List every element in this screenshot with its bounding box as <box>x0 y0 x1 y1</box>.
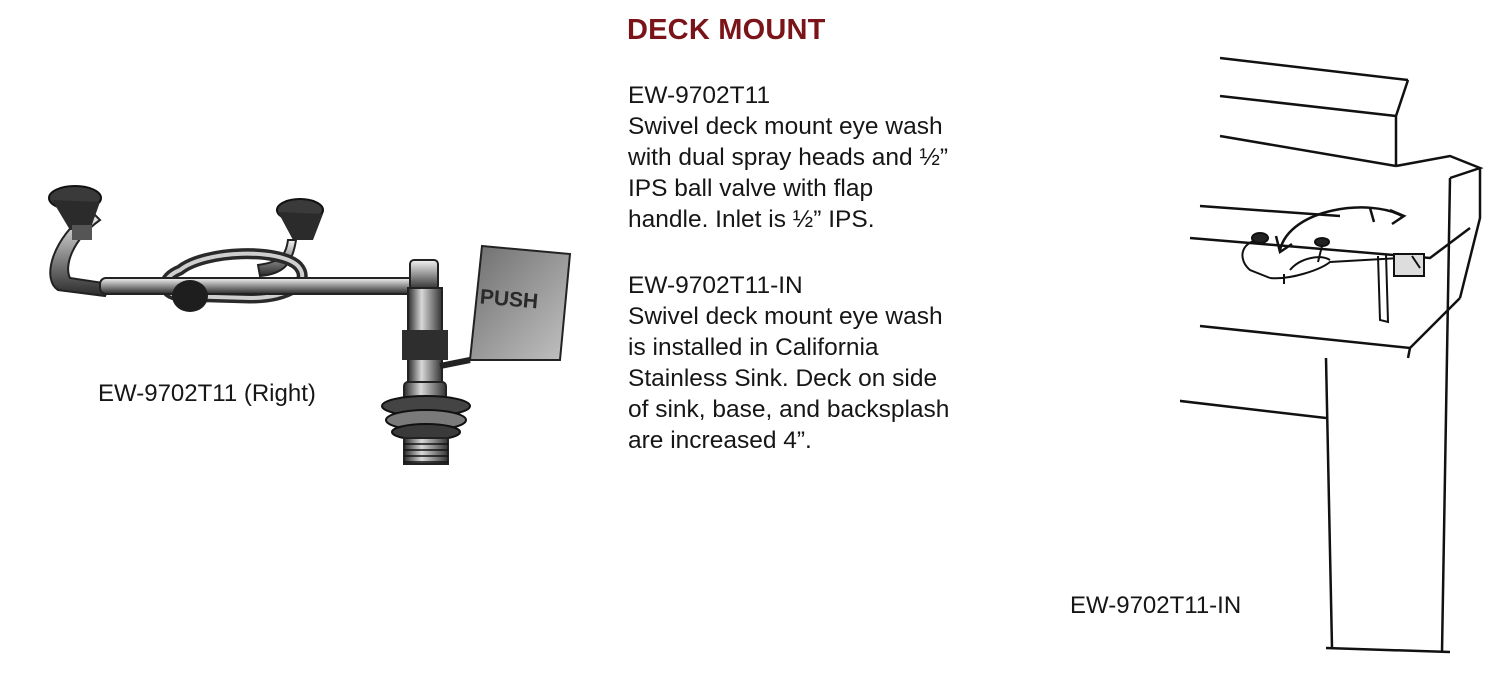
description-line: are increased 4”. <box>628 427 812 454</box>
section-title: DECK MOUNT <box>627 14 826 46</box>
right-figure-caption: EW-9702T11-IN <box>1070 592 1242 619</box>
push-label: PUSH <box>478 285 540 314</box>
left-figure-caption: EW-9702T11 (Right) <box>98 380 316 407</box>
sink-installation-illustration <box>1180 48 1490 668</box>
description-line: is installed in California <box>628 334 879 361</box>
description-line: with dual spray heads and ½” <box>628 144 949 171</box>
swivel-arrow <box>1276 207 1404 252</box>
description-line: IPS ball valve with flap <box>628 175 874 202</box>
product-description-ew-9702t11-in <box>628 270 1048 456</box>
description-line: Swivel deck mount eye wash <box>628 113 943 140</box>
product-model: EW-9702T11 <box>628 82 771 109</box>
product-description-ew-9702t11 <box>628 80 1048 235</box>
push-flag-handle <box>440 246 570 366</box>
product-model: EW-9702T11-IN <box>628 272 803 299</box>
eye-wash-fixture-miniature <box>1242 233 1424 322</box>
description-line: Swivel deck mount eye wash <box>628 303 943 330</box>
ball-valve-body <box>382 288 470 464</box>
description-line: handle. Inlet is ½” IPS. <box>628 206 875 233</box>
eye-wash-illustration <box>30 170 590 650</box>
description-line: of sink, base, and backsplash <box>628 396 950 423</box>
description-line: Stainless Sink. Deck on side <box>628 365 938 392</box>
